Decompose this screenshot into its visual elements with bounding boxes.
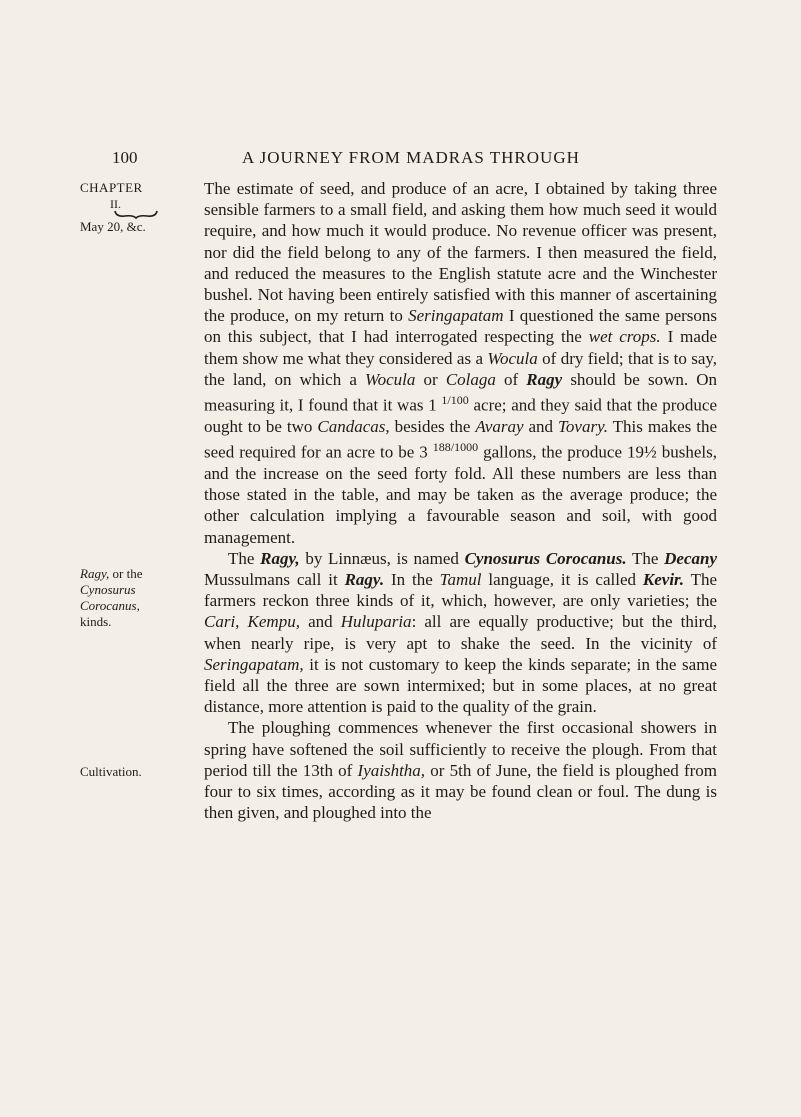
page-header bbox=[0, 148, 801, 172]
chapter-number: II. bbox=[110, 197, 121, 211]
text-run: The farmers reckon three kinds of it, which, however, are only varieties; the bbox=[204, 569, 717, 611]
text-run: I questioned the same persons on this subject, that I had interrogated respecting the bbox=[204, 306, 718, 347]
text-run: The ploughing commences whenever the first occasional showers in spring have softened the soil sufficiently to receive the plough. From that period till the 13th of bbox=[204, 718, 717, 780]
text-run-italic: Iyaishtha, bbox=[357, 760, 426, 780]
text-run: language, it is called bbox=[481, 569, 643, 589]
text-run-italic: Cari, bbox=[204, 612, 240, 632]
text-run: This makes the seed required for an acre to be 3 bbox=[204, 416, 717, 462]
ragy-note-line3: Corocanus, bbox=[80, 598, 140, 613]
text-run-italic: Ragy, bbox=[260, 548, 300, 568]
text-run: Mussulmans call it bbox=[204, 569, 345, 589]
running-title: A JOURNEY FROM MADRAS THROUGH bbox=[242, 148, 580, 167]
paragraph-3 bbox=[204, 717, 717, 823]
text-run: and bbox=[299, 612, 341, 632]
text-run bbox=[239, 612, 247, 631]
text-run-italic: Decany bbox=[664, 548, 718, 568]
text-run: of dry field; that is to say, the land, on which a bbox=[204, 348, 718, 389]
text-run: it is not customary to keep the kinds separate; in the same field all the three are sown intermixed; but in some places, at no great distance, more attention is paid to the quality of the grain. bbox=[204, 654, 717, 717]
text-run: and bbox=[523, 416, 559, 436]
text-run: should be sown. On measuring it, I found that it was 1 bbox=[204, 369, 717, 415]
text-run: I made them show me what they considered as a bbox=[204, 327, 717, 368]
margin-note-chapter bbox=[80, 180, 180, 235]
text-run-italic: Tamul bbox=[439, 569, 482, 589]
text-run: besides the bbox=[389, 416, 476, 436]
text-run-italic: Seringapatam, bbox=[204, 654, 304, 674]
text-run: gallons, the produce 19½ bushels, and the increase on the seed forty fold. All these numbers are less than those stated in the table, and may be taken as the average produce; the other calculation implying a favourable season and soil, with good management. bbox=[204, 442, 717, 547]
text-run-italic: Colaga bbox=[445, 369, 496, 389]
text-run: or bbox=[415, 369, 446, 389]
fraction: 1/100 bbox=[441, 393, 469, 408]
text-run-italic: Tovary. bbox=[558, 416, 608, 436]
paragraph-1 bbox=[204, 178, 717, 548]
text-run-italic: Seringapatam bbox=[408, 306, 504, 326]
margin-note-ragy bbox=[80, 566, 180, 630]
paragraph-2 bbox=[204, 548, 717, 718]
text-run: of bbox=[495, 369, 527, 389]
text-run-italic: Kempu, bbox=[247, 612, 300, 632]
ragy-note-line1: or the bbox=[112, 566, 143, 581]
text-run-italic: Avaray bbox=[475, 416, 524, 436]
ragy-note-line2: Cynosurus bbox=[80, 582, 136, 597]
text-run: The bbox=[228, 548, 261, 568]
text-run-italic: wet crops. bbox=[588, 327, 661, 347]
text-run-italic: Huluparia bbox=[340, 612, 412, 632]
text-run-italic: Cynosurus Corocanus. bbox=[464, 548, 627, 568]
body-text bbox=[204, 178, 717, 823]
ragy-note-word: Ragy, bbox=[80, 566, 110, 581]
text-run-italic: Ragy. bbox=[344, 569, 385, 589]
text-run: The estimate of seed, and produce of an acre, I obtained by taking three sensible farmers to a small field, and asking them how much seed it would require, and how much it would produce. No revenue officer was present, nor did the field belong to any of the farmers. I then measured the field, and reduced the measures to the English statute acre and the Winchester bushel. Not having been entirely satisfied with this manner of ascertaining the produce, on my return to bbox=[204, 179, 717, 326]
text-run: : all are equally productive; but the third, when nearly ripe, is very apt to shake the seed. In the vicinity of bbox=[204, 612, 718, 653]
text-run-italic: Candacas, bbox=[317, 416, 390, 436]
text-run: In the bbox=[384, 569, 440, 589]
text-run: or 5th of June, the field is ploughed from four to six times, according as it may be found clean or foul. The dung is then given, and ploughed into the bbox=[204, 760, 717, 823]
chapter-label: CHAPTER bbox=[80, 180, 143, 195]
ragy-note-line4: kinds. bbox=[80, 614, 112, 629]
fraction: 188/1000 bbox=[432, 440, 479, 455]
margin-date: May 20, &c. bbox=[80, 219, 146, 234]
text-run-italic: Wocula bbox=[487, 348, 538, 368]
text-run-italic: Wocula bbox=[365, 369, 416, 389]
text-run: The bbox=[626, 548, 665, 568]
text-run-italic: Kevir. bbox=[642, 569, 684, 589]
margin-note-cultivation: Cultivation. bbox=[80, 764, 142, 779]
page-number: 100 bbox=[112, 148, 138, 167]
text-run-italic: Ragy bbox=[526, 369, 563, 389]
text-run: acre; and they said that the produce ought to be two bbox=[204, 395, 717, 436]
text-run: by Linnæus, is named bbox=[299, 548, 465, 568]
